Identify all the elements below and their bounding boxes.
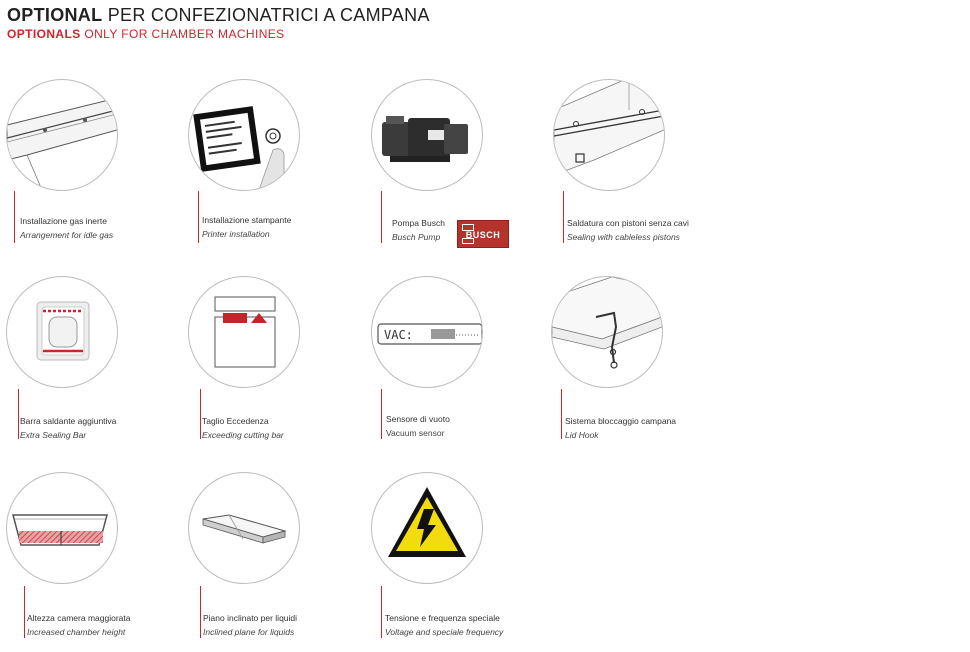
option-inert-gas [6, 79, 186, 259]
option-cableless-pistons [553, 79, 733, 259]
cableless-pistons-icon [553, 79, 665, 191]
option-special-voltage [371, 472, 551, 652]
option-printer [188, 79, 368, 259]
lid-hook-icon [551, 276, 663, 388]
caption: Piano inclinato per liquidi Inclined plane for liquids [203, 613, 298, 637]
inert-gas-icon [6, 79, 118, 191]
option-extra-sealing-bar [6, 276, 186, 456]
busch-pump-icon [371, 79, 483, 191]
option-busch-pump [371, 79, 551, 259]
vacuum-sensor-icon [371, 276, 483, 388]
caption: Sensore di vuoto Vacuum sensor [386, 414, 450, 438]
option-inclined-plane [188, 472, 368, 652]
extra-sealing-bar-icon [6, 276, 118, 388]
caption: Taglio Eccedenza Exceeding cutting bar [202, 416, 284, 440]
cutting-bar-icon [188, 276, 300, 388]
printer-icon [188, 79, 300, 191]
caption: Altezza camera maggiorata Increased chamber height [27, 613, 131, 637]
caption: Pompa Busch Busch Pump [392, 218, 445, 242]
inclined-plane-icon [188, 472, 300, 584]
caption: Sistema bloccaggio campana Lid Hook [565, 416, 677, 440]
caption: Saldatura con pistoni senza cavi Sealing with cableless pistons [567, 218, 689, 242]
option-chamber-height [6, 472, 186, 652]
caption: Installazione stampante Printer installation [202, 215, 292, 239]
option-cutting-bar [188, 276, 368, 456]
busch-logo: BUSCH [457, 220, 509, 248]
option-lid-hook [551, 276, 731, 456]
header [7, 4, 430, 42]
caption: Barra saldante aggiuntiva Extra Sealing Bar [20, 416, 117, 440]
caption: Installazione gas inerte Arrangement for idle gas [20, 216, 114, 240]
chamber-height-icon [6, 472, 118, 584]
svg-text:VAC:: VAC: [384, 328, 413, 342]
caption: Tensione e frequenza speciale Voltage and speciale frequency [385, 613, 504, 637]
page-subtitle: OPTIONALS ONLY FOR CHAMBER MACHINES [7, 27, 285, 41]
page-title: OPTIONAL PER CONFEZIONATRICI A CAMPANA [7, 5, 430, 25]
high-voltage-warning-icon [371, 472, 483, 584]
option-vacuum-sensor [371, 276, 551, 456]
